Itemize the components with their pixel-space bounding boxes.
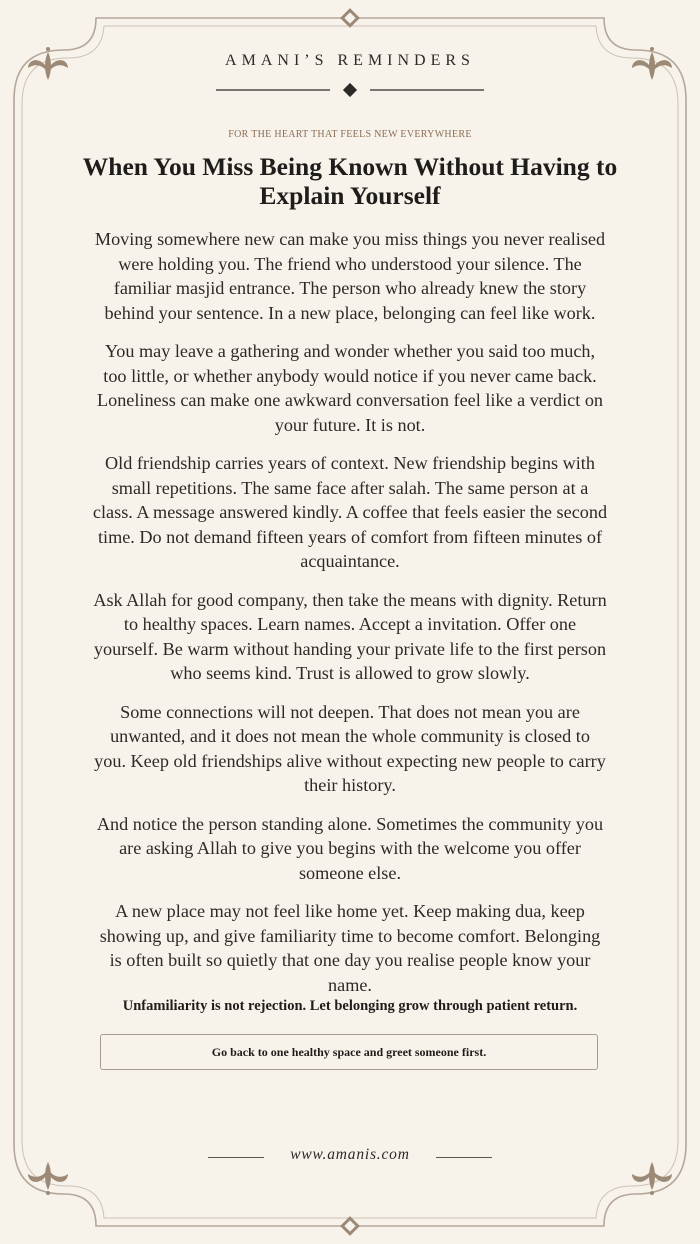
corner-fleuron-bottom-right	[632, 1162, 672, 1195]
closing-line: Unfamiliarity is not rejection. Let belonging grow through patient return.	[122, 998, 578, 1014]
footer-website-link[interactable]: www.amanis.com	[290, 1146, 410, 1163]
bottom-diamond-ornament	[340, 1216, 360, 1236]
paragraph: Old friendship carries years of context. New friendship begins with small repetitions. The same face after salah. The same person at a class. A message answered kindly. A coffee that feels easier the second time. Do not demand fifteen years of comfort from fifteen minutes of acquaintance.	[92, 453, 608, 571]
page-title: When You Miss Being Known Without Having to Explain Yourself	[82, 152, 618, 210]
brand-name: AMANI’S REMINDERS	[225, 52, 475, 69]
brand-divider	[216, 83, 484, 97]
corner-fleuron-bottom-left	[28, 1162, 68, 1195]
paragraph: And notice the person standing alone. Sometimes the community you are asking Allah to give you begins with the welcome you offer someone else.	[96, 813, 604, 883]
paragraph: Ask Allah for good company, then take the means with dignity. Return to healthy spaces. Learn names. Accept a invitation. Offer one yourself. Be warm without handing your private life to the first person who seems kind. Trust is allowed to grow slowly.	[93, 589, 607, 683]
footer-divider-right	[436, 1157, 492, 1158]
top-diamond-ornament	[340, 8, 360, 28]
paragraph: Some connections will not deepen. That does not mean you are unwanted, and it does not mean the whole community is closed to you. Keep old friendships alive without expecting new people to carry their history.	[94, 701, 606, 795]
paragraph: Moving somewhere new can make you miss things you never realised were holding you. The friend who understood your silence. The familiar masjid entrance. The person who already knew the story behind your sentence. In a new place, belonging can feel like work.	[94, 229, 606, 323]
body-text	[92, 227, 608, 1011]
action-text: Go back to one healthy space and greet someone first.	[211, 1044, 487, 1059]
kicker-subtitle: FOR THE HEART THAT FEELS NEW EVERYWHERE	[228, 129, 472, 140]
action-box	[100, 1034, 598, 1070]
paragraph: A new place may not feel like home yet. Keep making dua, keep showing up, and give familiarity time to become comfort. Belonging is often built so quietly that one day you realise people know your name.	[99, 901, 601, 995]
paragraph: You may leave a gathering and wonder whether you said too much, too little, or whether anybody would notice if you never came back. Loneliness can make one awkward conversation feel like a verdict on your future. It is not.	[96, 341, 604, 435]
